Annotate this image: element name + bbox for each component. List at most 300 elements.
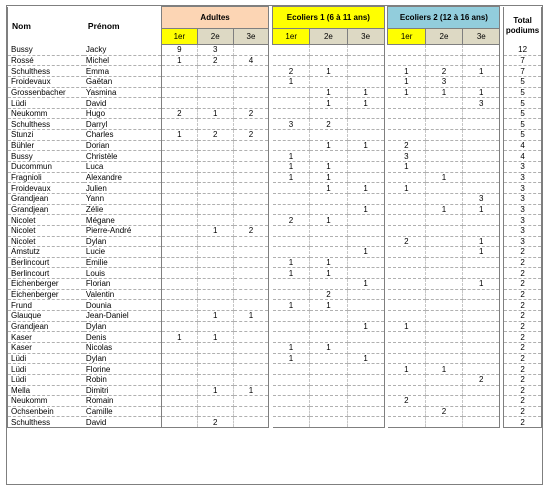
cell-adultes-1er: 1: [161, 55, 197, 66]
cell-ecoliers1-3e: [347, 225, 384, 236]
cell-total-podiums: 4: [504, 151, 542, 162]
cell-adultes-1er: [161, 279, 197, 290]
cell-adultes-2e: [197, 204, 233, 215]
cell-prenom: Mégane: [84, 215, 161, 226]
cell-prenom: Florine: [84, 364, 161, 375]
cell-nom: Berlincourt: [8, 257, 84, 268]
cell-total-podiums: 2: [504, 374, 542, 385]
cell-total-podiums: 2: [504, 353, 542, 364]
cell-nom: Lüdi: [8, 374, 84, 385]
cell-nom: Rossé: [8, 55, 84, 66]
cell-ecoliers1-1er: [273, 130, 310, 141]
cell-ecoliers1-2e: 1: [310, 215, 347, 226]
cell-ecoliers1-3e: [347, 300, 384, 311]
cell-total-podiums: 2: [504, 406, 542, 417]
col-header-nom: Nom: [8, 7, 84, 45]
cell-total-podiums: 4: [504, 140, 542, 151]
cell-ecoliers1-1er: [273, 108, 310, 119]
cell-ecoliers1-1er: [273, 204, 310, 215]
cell-total-podiums: 2: [504, 300, 542, 311]
cell-ecoliers1-3e: 1: [347, 87, 384, 98]
cell-prenom: Lucie: [84, 247, 161, 258]
cell-adultes-2e: [197, 396, 233, 407]
cell-ecoliers2-1er: 1: [388, 364, 425, 375]
cell-ecoliers2-3e: [463, 151, 500, 162]
cell-nom: Lüdi: [8, 98, 84, 109]
cell-ecoliers2-3e: [463, 183, 500, 194]
cell-adultes-3e: [233, 162, 269, 173]
cell-ecoliers1-3e: [347, 193, 384, 204]
cell-adultes-3e: [233, 396, 269, 407]
cell-ecoliers2-3e: [463, 225, 500, 236]
cell-adultes-2e: [197, 66, 233, 77]
cell-adultes-1er: [161, 300, 197, 311]
cell-prenom: Jacky: [84, 45, 161, 56]
subheader-ecoliers2-3e: 3e: [463, 29, 500, 45]
cell-ecoliers2-1er: 1: [388, 162, 425, 173]
table-body: [8, 45, 542, 428]
cell-adultes-3e: 2: [233, 225, 269, 236]
cell-adultes-3e: [233, 247, 269, 258]
cell-adultes-3e: [233, 268, 269, 279]
cell-total-podiums: 3: [504, 172, 542, 183]
cell-ecoliers1-2e: 1: [310, 162, 347, 173]
cell-ecoliers2-2e: [425, 311, 462, 322]
cell-total-podiums: 2: [504, 364, 542, 375]
cell-ecoliers2-1er: 1: [388, 183, 425, 194]
cell-ecoliers1-3e: [347, 385, 384, 396]
cell-ecoliers1-2e: [310, 55, 347, 66]
table-row: [8, 247, 542, 258]
cell-adultes-2e: [197, 119, 233, 130]
cell-ecoliers2-3e: [463, 417, 500, 428]
cell-adultes-2e: [197, 87, 233, 98]
cell-ecoliers2-3e: 1: [463, 279, 500, 290]
cell-nom: Schulthess: [8, 66, 84, 77]
table-row: [8, 108, 542, 119]
cell-ecoliers2-1er: [388, 204, 425, 215]
cell-ecoliers2-3e: [463, 257, 500, 268]
cell-ecoliers2-1er: 3: [388, 151, 425, 162]
cell-ecoliers2-2e: [425, 321, 462, 332]
cell-ecoliers2-1er: [388, 257, 425, 268]
cell-ecoliers2-2e: [425, 332, 462, 343]
cell-total-podiums: 3: [504, 162, 542, 173]
cell-ecoliers2-3e: 1: [463, 66, 500, 77]
cell-adultes-1er: [161, 364, 197, 375]
cell-adultes-1er: [161, 417, 197, 428]
cell-adultes-3e: [233, 417, 269, 428]
cell-total-podiums: 3: [504, 236, 542, 247]
subheader-adultes-3e: 3e: [233, 29, 269, 45]
cell-adultes-2e: [197, 300, 233, 311]
cell-ecoliers2-2e: [425, 236, 462, 247]
cell-prenom: Dounia: [84, 300, 161, 311]
cell-adultes-2e: [197, 172, 233, 183]
cell-ecoliers1-2e: [310, 321, 347, 332]
cell-ecoliers2-1er: [388, 45, 425, 56]
table-row: [8, 45, 542, 56]
cell-adultes-1er: [161, 385, 197, 396]
cell-ecoliers1-2e: [310, 45, 347, 56]
cell-adultes-3e: 4: [233, 55, 269, 66]
cell-prenom: Yasmina: [84, 87, 161, 98]
cell-adultes-1er: [161, 311, 197, 322]
cell-ecoliers1-1er: 1: [273, 172, 310, 183]
cell-prenom: Nicolas: [84, 342, 161, 353]
table-row: [8, 321, 542, 332]
cell-adultes-2e: [197, 364, 233, 375]
cell-ecoliers2-2e: [425, 119, 462, 130]
cell-ecoliers1-2e: [310, 193, 347, 204]
cell-total-podiums: 2: [504, 257, 542, 268]
cell-adultes-1er: [161, 247, 197, 258]
cell-ecoliers1-2e: [310, 247, 347, 258]
table-row: [8, 311, 542, 322]
cell-ecoliers1-3e: [347, 76, 384, 87]
cell-ecoliers2-1er: [388, 193, 425, 204]
cell-ecoliers2-3e: [463, 268, 500, 279]
subheader-ecoliers2-2e: 2e: [425, 29, 462, 45]
cell-adultes-1er: [161, 193, 197, 204]
cell-ecoliers1-1er: [273, 225, 310, 236]
cell-ecoliers1-1er: [273, 236, 310, 247]
cell-ecoliers1-2e: 1: [310, 183, 347, 194]
cell-ecoliers2-3e: [463, 311, 500, 322]
table-row: [8, 406, 542, 417]
cell-adultes-1er: [161, 66, 197, 77]
cell-adultes-3e: 2: [233, 130, 269, 141]
group-header-ecoliers-1: Ecoliers 1 (6 à 11 ans): [273, 7, 385, 29]
cell-nom: Bussy: [8, 151, 84, 162]
cell-ecoliers1-1er: [273, 406, 310, 417]
total-header-line1: Total: [513, 15, 532, 25]
cell-ecoliers1-1er: [273, 332, 310, 343]
cell-total-podiums: 5: [504, 108, 542, 119]
table-row: [8, 183, 542, 194]
cell-prenom: Valentin: [84, 289, 161, 300]
cell-nom: Bussy: [8, 45, 84, 56]
table-row: [8, 268, 542, 279]
cell-adultes-3e: [233, 119, 269, 130]
cell-prenom: Dorian: [84, 140, 161, 151]
cell-ecoliers1-1er: 1: [273, 76, 310, 87]
cell-adultes-3e: [233, 300, 269, 311]
cell-adultes-3e: [233, 374, 269, 385]
cell-prenom: Pierre-André: [84, 225, 161, 236]
cell-ecoliers2-2e: [425, 193, 462, 204]
cell-ecoliers2-2e: [425, 215, 462, 226]
cell-ecoliers1-2e: [310, 332, 347, 343]
cell-ecoliers1-2e: 1: [310, 66, 347, 77]
cell-ecoliers2-3e: [463, 172, 500, 183]
cell-adultes-1er: [161, 257, 197, 268]
cell-ecoliers1-1er: [273, 364, 310, 375]
cell-ecoliers1-1er: 1: [273, 162, 310, 173]
cell-total-podiums: 2: [504, 289, 542, 300]
cell-ecoliers2-3e: [463, 396, 500, 407]
cell-ecoliers1-1er: [273, 183, 310, 194]
cell-adultes-1er: [161, 98, 197, 109]
cell-nom: Nicolet: [8, 215, 84, 226]
cell-nom: Amstutz: [8, 247, 84, 258]
cell-ecoliers2-2e: [425, 279, 462, 290]
podium-table: [7, 6, 542, 428]
cell-nom: Eichenberger: [8, 279, 84, 290]
table-row: [8, 87, 542, 98]
cell-ecoliers1-3e: [347, 55, 384, 66]
cell-adultes-2e: 1: [197, 311, 233, 322]
cell-adultes-2e: [197, 342, 233, 353]
cell-ecoliers2-2e: [425, 289, 462, 300]
cell-adultes-3e: 1: [233, 385, 269, 396]
cell-adultes-3e: [233, 140, 269, 151]
table-row: [8, 66, 542, 77]
cell-nom: Kaser: [8, 342, 84, 353]
cell-ecoliers1-3e: 1: [347, 98, 384, 109]
cell-total-podiums: 2: [504, 417, 542, 428]
cell-adultes-3e: [233, 353, 269, 364]
group-header-adultes: Adultes: [161, 7, 268, 29]
table-row: [8, 172, 542, 183]
cell-nom: Bühler: [8, 140, 84, 151]
cell-nom: Grandjean: [8, 193, 84, 204]
cell-ecoliers2-1er: [388, 55, 425, 66]
cell-ecoliers2-3e: 1: [463, 247, 500, 258]
cell-adultes-3e: [233, 342, 269, 353]
cell-adultes-1er: [161, 87, 197, 98]
cell-ecoliers1-2e: [310, 396, 347, 407]
cell-adultes-2e: 2: [197, 130, 233, 141]
cell-prenom: Dylan: [84, 236, 161, 247]
cell-ecoliers2-2e: [425, 225, 462, 236]
cell-ecoliers2-1er: [388, 279, 425, 290]
table-header: [8, 7, 542, 45]
cell-total-podiums: 5: [504, 87, 542, 98]
cell-prenom: David: [84, 417, 161, 428]
cell-adultes-1er: [161, 396, 197, 407]
cell-ecoliers1-3e: 1: [347, 279, 384, 290]
cell-ecoliers1-3e: [347, 151, 384, 162]
cell-ecoliers1-2e: 1: [310, 257, 347, 268]
cell-adultes-3e: [233, 257, 269, 268]
cell-total-podiums: 5: [504, 98, 542, 109]
cell-adultes-2e: 1: [197, 225, 233, 236]
cell-ecoliers2-3e: [463, 342, 500, 353]
cell-ecoliers1-2e: [310, 406, 347, 417]
cell-adultes-2e: 1: [197, 332, 233, 343]
cell-adultes-3e: [233, 204, 269, 215]
cell-prenom: Romain: [84, 396, 161, 407]
cell-ecoliers1-2e: 1: [310, 172, 347, 183]
cell-ecoliers1-3e: [347, 66, 384, 77]
cell-ecoliers1-3e: [347, 342, 384, 353]
cell-ecoliers1-2e: [310, 130, 347, 141]
table-row: [8, 98, 542, 109]
cell-ecoliers2-1er: 1: [388, 76, 425, 87]
table-row: [8, 279, 542, 290]
cell-ecoliers1-3e: 1: [347, 321, 384, 332]
cell-ecoliers1-2e: [310, 151, 347, 162]
cell-ecoliers1-3e: [347, 396, 384, 407]
table-row: [8, 76, 542, 87]
cell-adultes-2e: [197, 193, 233, 204]
subheader-ecoliers1-1er: 1er: [273, 29, 310, 45]
total-header-line2: podiums: [505, 25, 540, 35]
cell-prenom: Florian: [84, 279, 161, 290]
cell-prenom: Emma: [84, 66, 161, 77]
cell-adultes-3e: [233, 364, 269, 375]
cell-ecoliers1-3e: [347, 130, 384, 141]
cell-prenom: Camille: [84, 406, 161, 417]
cell-adultes-1er: [161, 353, 197, 364]
cell-total-podiums: 2: [504, 385, 542, 396]
cell-ecoliers1-3e: [347, 172, 384, 183]
cell-ecoliers2-1er: [388, 332, 425, 343]
cell-adultes-3e: [233, 193, 269, 204]
cell-ecoliers1-2e: 1: [310, 342, 347, 353]
cell-ecoliers2-3e: [463, 289, 500, 300]
cell-adultes-1er: 9: [161, 45, 197, 56]
cell-prenom: Emilie: [84, 257, 161, 268]
cell-ecoliers2-2e: [425, 385, 462, 396]
table-row: [8, 204, 542, 215]
cell-ecoliers1-3e: [347, 374, 384, 385]
cell-ecoliers1-1er: [273, 396, 310, 407]
cell-adultes-2e: [197, 236, 233, 247]
cell-ecoliers1-1er: [273, 311, 310, 322]
cell-ecoliers2-3e: [463, 108, 500, 119]
cell-ecoliers1-1er: [273, 55, 310, 66]
cell-ecoliers2-1er: 2: [388, 236, 425, 247]
cell-total-podiums: 3: [504, 204, 542, 215]
cell-ecoliers1-1er: 1: [273, 151, 310, 162]
cell-ecoliers2-2e: [425, 353, 462, 364]
cell-ecoliers1-1er: [273, 87, 310, 98]
cell-adultes-1er: 2: [161, 108, 197, 119]
cell-ecoliers1-2e: [310, 311, 347, 322]
cell-prenom: Dylan: [84, 321, 161, 332]
cell-ecoliers1-2e: 1: [310, 300, 347, 311]
cell-ecoliers1-3e: [347, 364, 384, 375]
cell-ecoliers2-1er: [388, 374, 425, 385]
cell-adultes-1er: [161, 342, 197, 353]
cell-adultes-1er: [161, 406, 197, 417]
cell-adultes-2e: [197, 268, 233, 279]
cell-ecoliers1-2e: [310, 364, 347, 375]
cell-ecoliers1-2e: [310, 279, 347, 290]
cell-nom: Grandjean: [8, 204, 84, 215]
cell-ecoliers1-3e: [347, 108, 384, 119]
cell-ecoliers2-2e: 1: [425, 172, 462, 183]
table-row: [8, 342, 542, 353]
cell-ecoliers1-2e: [310, 374, 347, 385]
cell-total-podiums: 3: [504, 183, 542, 194]
cell-prenom: Zélie: [84, 204, 161, 215]
cell-ecoliers1-1er: [273, 279, 310, 290]
cell-nom: Froidevaux: [8, 183, 84, 194]
cell-ecoliers2-3e: 3: [463, 193, 500, 204]
cell-ecoliers1-1er: 2: [273, 215, 310, 226]
table-row: [8, 55, 542, 66]
cell-ecoliers1-3e: 1: [347, 353, 384, 364]
cell-ecoliers2-3e: [463, 162, 500, 173]
cell-ecoliers1-3e: [347, 289, 384, 300]
cell-nom: Nicolet: [8, 236, 84, 247]
cell-adultes-3e: [233, 183, 269, 194]
cell-ecoliers1-2e: 2: [310, 119, 347, 130]
cell-ecoliers2-1er: [388, 300, 425, 311]
table-row: [8, 119, 542, 130]
cell-ecoliers1-2e: [310, 76, 347, 87]
cell-nom: Kaser: [8, 332, 84, 343]
cell-ecoliers1-3e: [347, 215, 384, 226]
cell-ecoliers2-1er: [388, 417, 425, 428]
cell-adultes-3e: 2: [233, 108, 269, 119]
cell-total-podiums: 7: [504, 66, 542, 77]
cell-nom: Ducommun: [8, 162, 84, 173]
subheader-adultes-1er: 1er: [161, 29, 197, 45]
cell-total-podiums: 5: [504, 119, 542, 130]
cell-ecoliers2-1er: 2: [388, 396, 425, 407]
cell-adultes-2e: [197, 289, 233, 300]
cell-ecoliers2-1er: [388, 311, 425, 322]
cell-ecoliers2-1er: 1: [388, 87, 425, 98]
cell-nom: Schulthess: [8, 119, 84, 130]
cell-adultes-2e: [197, 98, 233, 109]
cell-ecoliers1-3e: 1: [347, 204, 384, 215]
table-row: [8, 225, 542, 236]
cell-ecoliers2-2e: [425, 151, 462, 162]
cell-total-podiums: 3: [504, 193, 542, 204]
cell-adultes-2e: [197, 215, 233, 226]
col-header-prenom: Prénom: [84, 7, 161, 45]
cell-total-podiums: 2: [504, 268, 542, 279]
cell-adultes-1er: [161, 215, 197, 226]
cell-adultes-2e: [197, 140, 233, 151]
cell-ecoliers2-2e: 1: [425, 87, 462, 98]
cell-adultes-3e: [233, 236, 269, 247]
cell-ecoliers1-2e: [310, 236, 347, 247]
table-row: [8, 396, 542, 407]
cell-adultes-1er: [161, 172, 197, 183]
cell-ecoliers2-2e: [425, 374, 462, 385]
cell-ecoliers1-1er: [273, 321, 310, 332]
cell-total-podiums: 2: [504, 311, 542, 322]
cell-prenom: Jean-Daniel: [84, 311, 161, 322]
cell-total-podiums: 2: [504, 342, 542, 353]
cell-ecoliers1-1er: 1: [273, 257, 310, 268]
cell-ecoliers2-2e: [425, 130, 462, 141]
cell-ecoliers2-1er: [388, 108, 425, 119]
cell-nom: Frund: [8, 300, 84, 311]
cell-adultes-3e: [233, 289, 269, 300]
cell-ecoliers2-1er: [388, 247, 425, 258]
cell-ecoliers2-3e: 3: [463, 98, 500, 109]
col-header-total-podiums: [504, 7, 542, 45]
cell-adultes-2e: [197, 162, 233, 173]
cell-total-podiums: 5: [504, 76, 542, 87]
cell-ecoliers1-3e: [347, 119, 384, 130]
cell-ecoliers2-2e: [425, 140, 462, 151]
cell-ecoliers2-3e: [463, 119, 500, 130]
cell-ecoliers2-3e: [463, 130, 500, 141]
cell-ecoliers2-3e: [463, 332, 500, 343]
cell-ecoliers1-1er: [273, 385, 310, 396]
cell-adultes-3e: [233, 98, 269, 109]
cell-ecoliers2-3e: 1: [463, 236, 500, 247]
cell-ecoliers1-2e: 1: [310, 268, 347, 279]
